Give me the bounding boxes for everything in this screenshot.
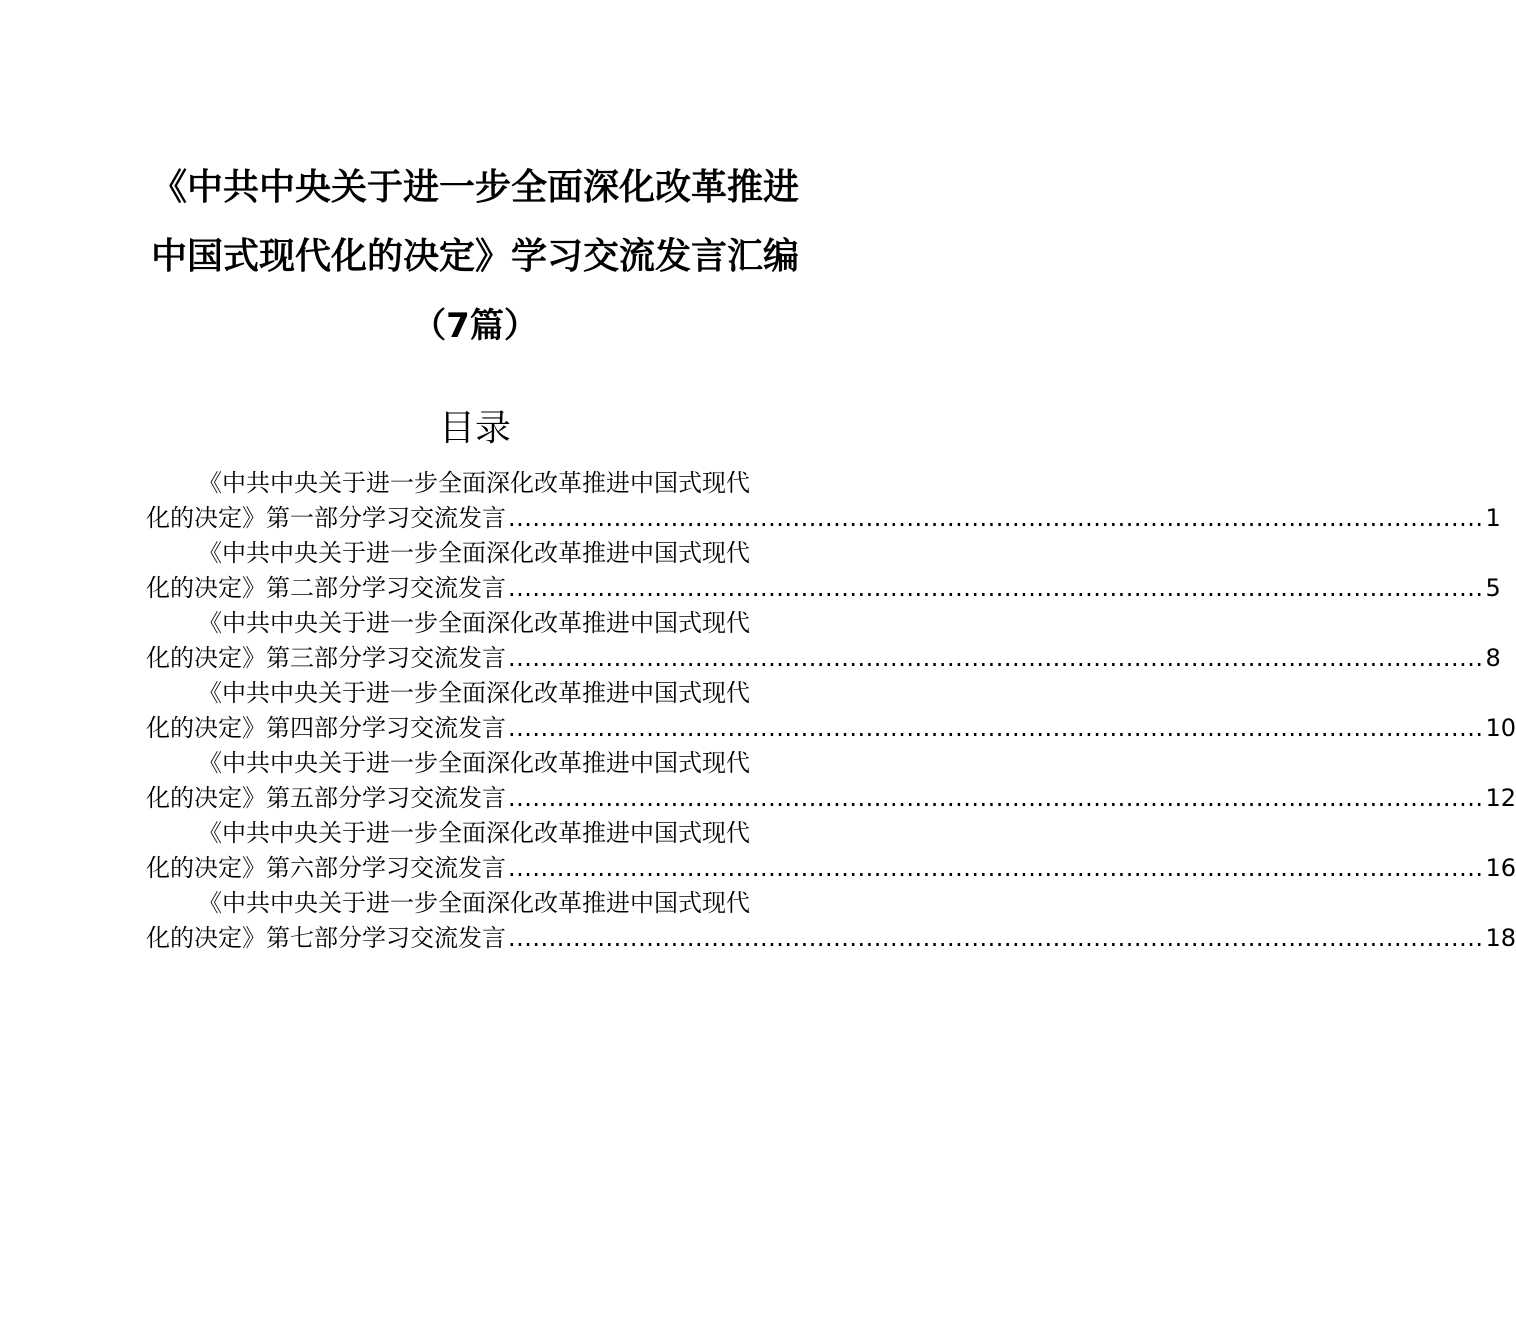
toc-dot-leader: ........................................................................................................................	[508, 504, 1484, 532]
toc-entry-title-line-1: 《中共中央关于进一步全面深化改革推进中国式现代	[198, 679, 750, 707]
toc-entry-title-line-1: 《中共中央关于进一步全面深化改革推进中国式现代	[198, 609, 750, 637]
toc-entry-title-line-2: 化的决定》第二部分学习交流发言	[146, 574, 506, 602]
toc-page-number: 8	[1485, 644, 1501, 672]
table-of-contents	[146, 466, 1516, 956]
toc-entry[interactable]	[146, 606, 1501, 676]
toc-entry-title-line-2: 化的决定》第三部分学习交流发言	[146, 644, 506, 672]
toc-page-number: 1	[1485, 504, 1501, 532]
toc-entry-title-line-1: 《中共中央关于进一步全面深化改革推进中国式现代	[198, 539, 750, 567]
document-title-line-1: 《中共中央关于进一步全面深化改革推进	[150, 167, 799, 208]
toc-entry[interactable]	[146, 746, 1516, 816]
toc-entry-title-line-1: 《中共中央关于进一步全面深化改革推进中国式现代	[198, 889, 750, 917]
toc-dot-leader: ........................................................................................................................	[508, 714, 1484, 742]
toc-page-number: 5	[1485, 574, 1501, 602]
toc-entry-title-line-2: 化的决定》第七部分学习交流发言	[146, 924, 506, 952]
toc-dot-leader: ........................................................................................................................	[508, 854, 1484, 882]
toc-page-number: 10	[1485, 714, 1516, 742]
toc-dot-leader: ........................................................................................................................	[508, 574, 1484, 602]
toc-entry[interactable]	[146, 466, 1501, 536]
toc-heading: 目录	[438, 408, 511, 449]
toc-entry-title-line-1: 《中共中央关于进一步全面深化改革推进中国式现代	[198, 749, 750, 777]
toc-dot-leader: ........................................................................................................................	[508, 924, 1484, 952]
toc-dot-leader: ........................................................................................................................	[508, 644, 1484, 672]
toc-dot-leader: ........................................................................................................................	[508, 784, 1484, 812]
toc-entry-title-line-2: 化的决定》第一部分学习交流发言	[146, 504, 506, 532]
toc-page-number: 18	[1485, 924, 1516, 952]
toc-page-number: 16	[1485, 854, 1516, 882]
document-title-line-3: （7篇）	[412, 306, 538, 346]
toc-page-number: 12	[1485, 784, 1516, 812]
toc-entry-title-line-2: 化的决定》第六部分学习交流发言	[146, 854, 506, 882]
toc-entry-title-line-1: 《中共中央关于进一步全面深化改革推进中国式现代	[198, 469, 750, 497]
toc-entry-title-line-2: 化的决定》第五部分学习交流发言	[146, 784, 506, 812]
toc-entry[interactable]	[146, 536, 1501, 606]
toc-entry-title-line-1: 《中共中央关于进一步全面深化改革推进中国式现代	[198, 819, 750, 847]
toc-entry[interactable]	[146, 676, 1516, 746]
toc-entry[interactable]	[146, 886, 1516, 956]
toc-entry[interactable]	[146, 816, 1516, 886]
toc-entry-title-line-2: 化的决定》第四部分学习交流发言	[146, 714, 506, 742]
document-title-line-2: 中国式现代化的决定》学习交流发言汇编	[150, 236, 799, 277]
